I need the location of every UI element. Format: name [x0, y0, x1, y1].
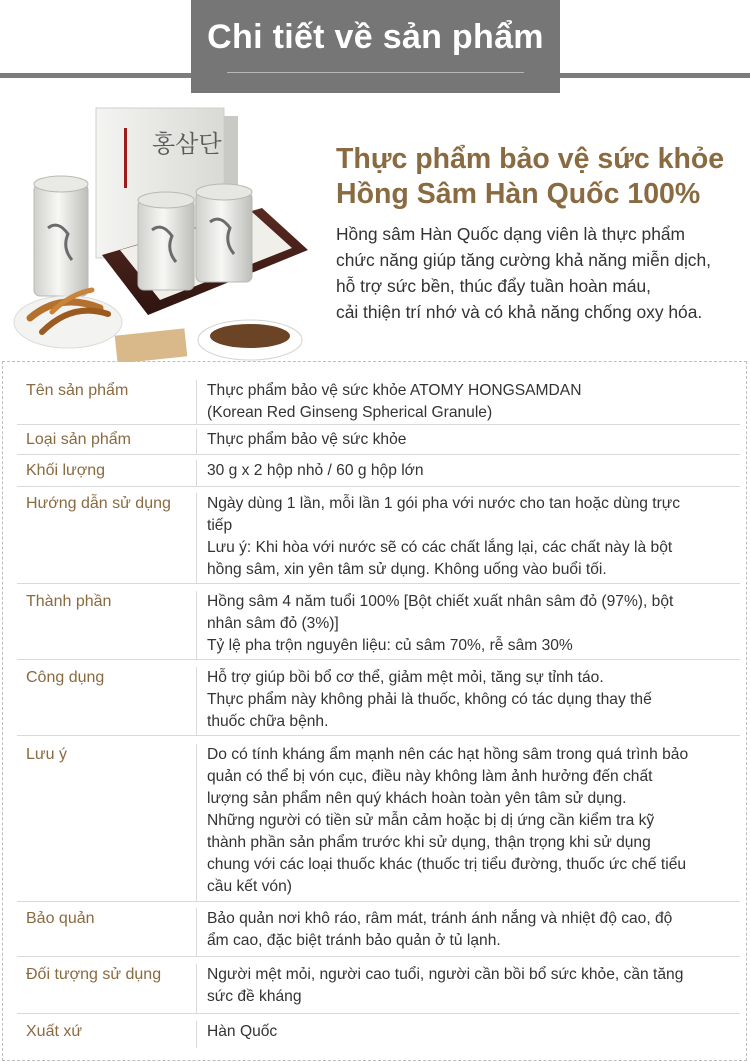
spec-value-line: hồng sâm, xin yên tâm sử dụng. Không uống vào buổi tối.	[207, 561, 607, 578]
spec-value-line: tiếp	[207, 517, 233, 534]
spec-table	[17, 370, 740, 1048]
product-intro	[336, 221, 748, 325]
spec-value-line: Thực phẩm bảo vệ sức khỏe	[207, 431, 407, 448]
spec-value-line: ẩm cao, đặc biệt tránh bảo quản ở tủ lạnh.	[207, 932, 501, 949]
spec-label: Khối lượng	[17, 460, 197, 486]
spec-value	[197, 460, 740, 486]
spec-value	[197, 493, 740, 583]
spec-value-line: (Korean Red Ginseng Spherical Granule)	[207, 404, 493, 421]
spec-label: Hướng dẫn sử dụng	[17, 493, 197, 583]
spec-value	[197, 667, 740, 735]
spec-label: Lưu ý	[17, 744, 197, 901]
headline-line: Hồng Sâm Hàn Quốc 100%	[336, 178, 701, 210]
spec-row-ingredients	[17, 584, 740, 660]
spec-value-line: 30 g x 2 hộp nhỏ / 60 g hộp lớn	[207, 462, 424, 479]
spec-value-line: Bảo quản nơi khô ráo, râm mát, tránh ánh nắng và nhiệt độ cao, độ	[207, 910, 673, 927]
spec-value	[197, 591, 740, 659]
spec-value	[197, 1021, 740, 1048]
spec-value-line: Lưu ý: Khi hòa với nước sẽ có các chất lắng lại, các chất này là bột	[207, 539, 673, 556]
spec-value-line: Thực phẩm bảo vệ sức khỏe ATOMY HONGSAMDAN	[207, 382, 582, 399]
intro-line: cải thiện trí nhớ và có khả năng chống oxy hóa.	[336, 302, 703, 322]
spec-value-line: Do có tính kháng ẩm mạnh nên các hạt hồng sâm trong quá trình bảo	[207, 746, 689, 763]
spec-label: Bảo quản	[17, 908, 197, 956]
spec-value	[197, 429, 740, 454]
spec-value-line: quản có thể bị vón cục, điều này không làm ảnh hưởng đến chất	[207, 768, 653, 785]
product-image	[12, 100, 312, 362]
spec-row-caution	[17, 736, 740, 902]
spec-value-line: Hồng sâm 4 năm tuổi 100% [Bột chiết xuất nhân sâm đỏ (97%), bột	[207, 593, 674, 610]
spec-value-line: Thực phẩm này không phải là thuốc, không có tác dụng thay thế	[207, 691, 652, 708]
spec-value	[197, 744, 740, 901]
spec-label: Đối tượng sử dụng	[17, 964, 197, 1013]
spec-value-line: Tỷ lệ pha trộn nguyên liệu: củ sâm 70%, rễ sâm 30%	[207, 637, 573, 654]
headline-line: Thực phẩm bảo vệ sức khỏe	[336, 143, 725, 175]
spec-value-line: thuốc chữa bệnh.	[207, 713, 329, 730]
spec-row-name	[17, 370, 740, 425]
section-title: Chi tiết về sản phẩm	[207, 18, 544, 56]
spec-row-storage	[17, 902, 740, 957]
spec-label: Công dụng	[17, 667, 197, 735]
spec-value	[197, 380, 740, 424]
spec-value-line: sức đề kháng	[207, 988, 302, 1005]
spec-value	[197, 964, 740, 1013]
spec-value-line: nhân sâm đỏ (3%)]	[207, 615, 339, 632]
spec-value-line: Những người có tiền sử mẫn cảm hoặc bị dị ứng cần kiểm tra kỹ	[207, 812, 655, 829]
banner-underline	[227, 72, 524, 73]
spec-value-line: Hỗ trợ giúp bồi bổ cơ thể, giảm mệt mỏi, tăng sự tỉnh táo.	[207, 669, 604, 686]
spec-label: Tên sản phẩm	[17, 380, 197, 424]
spec-row-weight	[17, 455, 740, 487]
spec-row-origin	[17, 1014, 740, 1048]
section-banner	[191, 0, 560, 93]
spec-label: Thành phần	[17, 591, 197, 659]
spec-label: Loại sản phẩm	[17, 429, 197, 454]
intro-line: hỗ trợ sức bền, thúc đẩy tuần hoàn máu,	[336, 276, 652, 296]
spec-value-line: lượng sản phẩm nên quý khách hoàn toàn yên tâm sử dụng.	[207, 790, 627, 807]
spec-label: Xuất xứ	[17, 1021, 197, 1048]
product-headline	[336, 142, 746, 212]
spec-row-usage	[17, 487, 740, 584]
spec-value-line: chung với các loại thuốc khác (thuốc trị tiểu đường, thuốc ức chế tiểu	[207, 856, 687, 873]
spec-value-line: Người mệt mỏi, người cao tuổi, người cần bồi bổ sức khỏe, cần tăng	[207, 966, 684, 983]
intro-line: Hồng sâm Hàn Quốc dạng viên là thực phẩm	[336, 224, 686, 244]
spec-value-line: thành phần sản phẩm trước khi sử dụng, thận trọng khi sử dụng	[207, 834, 651, 851]
intro-line: chức năng giúp tăng cường khả năng miễn dịch,	[336, 250, 712, 270]
spec-value-line: Ngày dùng 1 lần, mỗi lần 1 gói pha với nước cho tan hoặc dùng trực	[207, 495, 681, 512]
spec-value	[197, 908, 740, 956]
box-lettering: 홍삼단	[152, 130, 222, 158]
spec-row-benefits	[17, 660, 740, 736]
spec-value-line: cầu kết vón)	[207, 878, 292, 895]
spec-row-audience	[17, 957, 740, 1014]
spec-value-line: Hàn Quốc	[207, 1023, 278, 1040]
spec-row-type	[17, 425, 740, 455]
